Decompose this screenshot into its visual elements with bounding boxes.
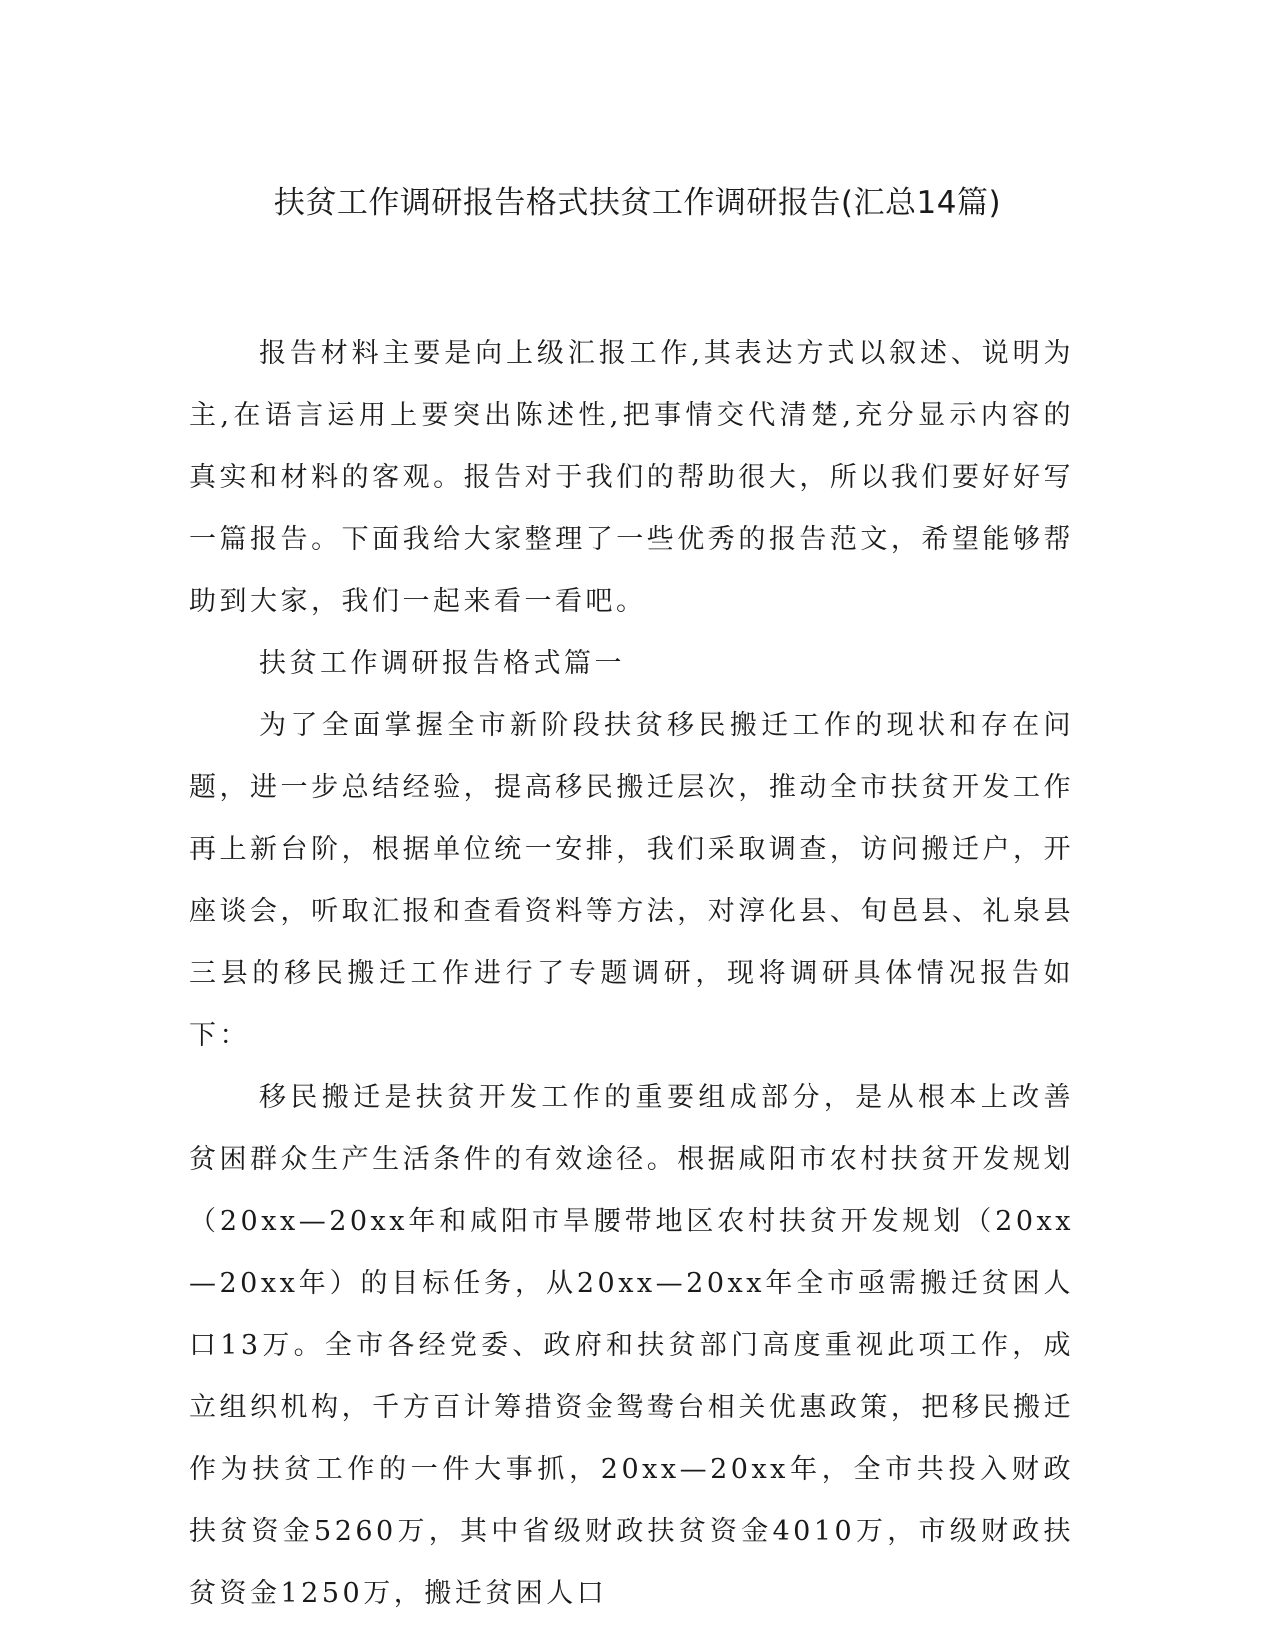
- intro-paragraph: 报告材料主要是向上级汇报工作,其表达方式以叙述、说明为主,在语言运用上要突出陈述性,把事情交代清楚,充分显示内容的真实和材料的客观。报告对于我们的帮助很大，所以我们要好好写一篇报告。下面我给大家整理了一些优秀的报告范文，希望能够帮助到大家，我们一起来看一看吧。: [189, 338, 1074, 617]
- document-title: 扶贫工作调研报告格式扶贫工作调研报告(汇总14篇): [273, 185, 1002, 221]
- body-paragraph: 为了全面掌握全市新阶段扶贫移民搬迁工作的现状和存在问题，进一步总结经验，提高移民搬迁层次，推动全市扶贫开发工作再上新台阶，根据单位统一安排，我们采取调查，访问搬迁户，开座谈会，听取汇报和查看资料等方法，对淳化县、旬邑县、礼泉县三县的移民搬迁工作进行了专题调研，现将调研具体情况报告如下：: [189, 710, 1074, 1051]
- document-body: [189, 323, 1074, 1625]
- section-heading: 扶贫工作调研报告格式篇一: [259, 648, 625, 679]
- body-paragraph: 移民搬迁是扶贫开发工作的重要组成部分，是从根本上改善贫困群众生产生活条件的有效途径。根据咸阳市农村扶贫开发规划（20xx—20xx年和咸阳市旱腰带地区农村扶贫开发规划（20xx—20xx年）的目标任务，从20xx—20xx年全市亟需搬迁贫困人口13万。全市各经党委、政府和扶贫部门高度重视此项工作，成立组织机构，千方百计筹措资金鸳鸯台相关优惠政策，把移民搬迁作为扶贫工作的一件大事抓，20xx—20xx年，全市共投入财政扶贫资金5260万，其中省级财政扶贫资金4010万，市级财政扶贫资金1250万，搬迁贫困人口: [189, 1082, 1074, 1609]
